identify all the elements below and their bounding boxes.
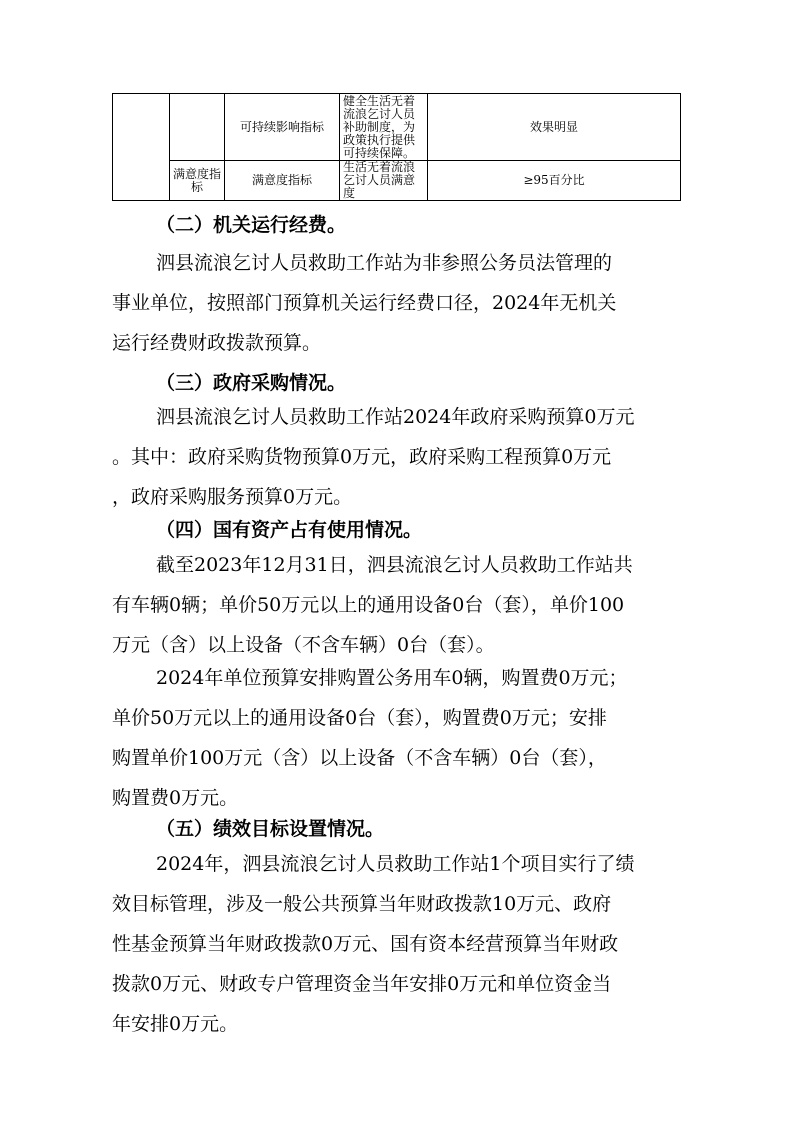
table-cell: 满意度指标	[170, 161, 225, 201]
table-cell-empty	[170, 94, 225, 161]
section-heading: （三）政府采购情况。	[156, 372, 347, 394]
text-line: 购置费0万元。	[112, 787, 239, 809]
performance-indicator-table	[112, 93, 681, 201]
paragraph	[112, 243, 672, 363]
text-line: 万元（含）以上设备（不含车辆）0台（套）。	[112, 634, 495, 656]
text-line: 事业单位，按照部门预算机关运行经费口径，2024年无机关	[112, 292, 617, 314]
table-cell: 生活无着流浪乞讨人员满意度	[340, 161, 428, 201]
text-line: 截至2023年12月31日，泗县流浪乞讨人员救助工作站共	[156, 554, 633, 576]
text-line: 效目标管理，涉及一般公共预算当年财政拨款10万元、政府	[112, 893, 612, 915]
text-line: 年安排0万元。	[112, 1013, 239, 1035]
table-row	[113, 94, 681, 161]
table-cell: 健全生活无着流浪乞讨人员补助制度，为政策执行提供可持续保障。	[340, 94, 428, 161]
table-row	[113, 161, 681, 201]
table-cell: 可持续影响指标	[225, 94, 340, 161]
text-line: 性基金预算当年财政拨款0万元、国有资本经营预算当年财政	[112, 933, 619, 955]
text-line: 2024年，泗县流浪乞讨人员救助工作站1个项目实行了绩	[156, 853, 635, 875]
table-cell: 满意度指标	[225, 161, 340, 201]
section-heading: （五）绩效目标设置情况。	[156, 818, 385, 840]
text-line: 泗县流浪乞讨人员救助工作站2024年政府采购预算0万元	[156, 406, 635, 428]
section-heading: （二）机关运行经费。	[156, 214, 347, 236]
text-line: 有车辆0辆；单价50万元以上的通用设备0台（套），单价100	[112, 594, 625, 616]
paragraph	[112, 397, 672, 517]
paragraph	[112, 545, 672, 665]
text-line: 泗县流浪乞讨人员救助工作站为非参照公务员法管理的	[156, 252, 613, 274]
text-line: 购置单价100万元（含）以上设备（不含车辆）0台（套），	[112, 747, 607, 769]
section-heading: （四）国有资产占有使用情况。	[156, 519, 423, 541]
paragraph	[112, 658, 672, 818]
text-line: ，政府采购服务预算0万元。	[112, 486, 353, 508]
text-line: 单价50万元以上的通用设备0台（套），购置费0万元；安排	[112, 707, 607, 729]
text-line: 2024年单位预算安排购置公务用车0辆，购置费0万元；	[156, 667, 628, 689]
table-cell: ≥95百分比	[428, 161, 681, 201]
text-line: 拨款0万元、财政专户管理资金当年安排0万元和单位资金当	[112, 973, 612, 995]
table-cell: 效果明显	[428, 94, 681, 161]
text-line: 运行经费财政拨款预算。	[112, 332, 322, 354]
paragraph	[112, 844, 672, 1044]
text-line: 。其中：政府采购货物预算0万元，政府采购工程预算0万元	[112, 446, 612, 468]
table-cell-empty	[113, 94, 170, 201]
